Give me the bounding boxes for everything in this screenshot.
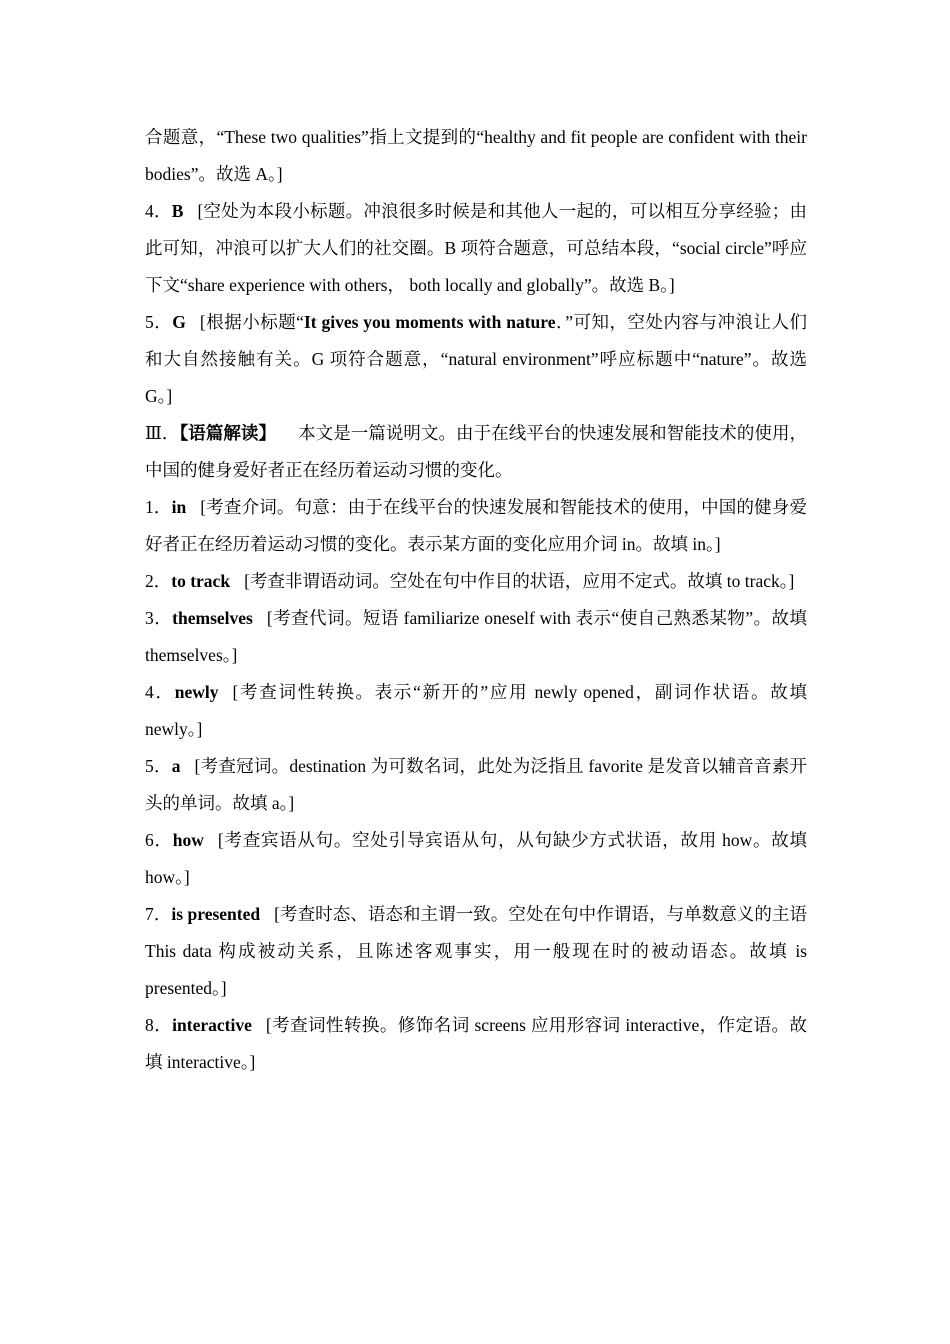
item-explanation: [考查冠词。destination 为可数名词，此处为泛指且 favorite 是发音以辅音音素开头的单词。故填 a。] (145, 756, 807, 813)
item-answer: newly (174, 682, 219, 702)
item-number: 4． (145, 201, 172, 221)
item-number: 5． (145, 312, 173, 332)
answer-item-2 (145, 563, 807, 600)
answer-item-1 (145, 489, 807, 563)
item-explanation: [空处为本段小标题。冲浪很多时候是和其他人一起的，可以相互分享经验；由此可知，冲浪可以扩大人们的社交圈。B 项符合题意，可总结本段，“social circle”呼应下文“share experience with others， both locally and globally”。故选 B。] (145, 201, 807, 295)
section-heading: 【语篇解读】 (179, 423, 277, 443)
item-explanation-before: [根据小标题“ (199, 312, 304, 332)
item-answer: how (172, 830, 204, 850)
item-explanation: [考查词性转换。修饰名词 screens 应用形容词 interactive，作定语。故填 interactive。] (145, 1015, 808, 1072)
item-number: 1． (145, 497, 172, 517)
item-answer: a (171, 756, 181, 776)
item-answer: G (172, 312, 186, 332)
item-bold-title: It gives you moments with nature (303, 312, 556, 332)
section-iii-intro (145, 415, 807, 489)
item-number: 3． (145, 608, 173, 628)
item-explanation: [考查介词。句意：由于在线平台的快速发展和智能技术的使用，中国的健身爱好者正在经历着运动习惯的变化。表示某方面的变化应用介词 in。故填 in。] (145, 497, 808, 554)
answer-item-7 (145, 896, 807, 1007)
answer-item-8 (145, 1007, 807, 1081)
item-number: 8． (145, 1015, 173, 1035)
item-explanation: [考查时态、语态和主谓一致。空处在句中作谓语，与单数意义的主语 This data 构成被动关系，且陈述客观事实，用一般现在时的被动语态。故填 is presented。] (145, 904, 808, 998)
answer-item-5 (145, 748, 807, 822)
item-number: 7． (145, 904, 172, 924)
item-answer: to track (171, 571, 231, 591)
item-answer: themselves (172, 608, 253, 628)
paragraph-continuation (145, 119, 807, 193)
document-page (145, 119, 807, 1081)
item-explanation: [考查词性转换。表示“新开的”应用 newly opened，副词作状语。故填 newly。] (145, 682, 808, 739)
answer-item-3 (145, 600, 807, 674)
section-number: Ⅲ． (145, 423, 180, 443)
item-answer: in (171, 497, 187, 517)
answer-item-5g (145, 304, 807, 415)
section-summary: 本文是一篇说明文。由于在线平台的快速发展和智能技术的使用，中国的健身爱好者正在经历着运动习惯的变化。 (145, 423, 808, 480)
paragraph-text: 合题意，“These two qualities”指上文提到的“healthy and fit people are confident with their bodies”。故选 A。] (145, 127, 807, 184)
answer-item-6 (145, 822, 807, 896)
item-number: 5． (145, 756, 172, 776)
item-number: 4． (145, 682, 175, 702)
item-explanation: [考查非谓语动词。空处在句中作目的状语，应用不定式。故填 to track。] (244, 571, 795, 591)
item-answer: is presented (171, 904, 261, 924)
answer-item-4b (145, 193, 807, 304)
item-answer: interactive (172, 1015, 252, 1035)
answer-item-4 (145, 674, 807, 748)
item-explanation: [考查宾语从句。空处引导宾语从句，从句缺少方式状语，故用 how。故填 how。] (145, 830, 808, 887)
item-answer: B (171, 201, 184, 221)
item-number: 6． (145, 830, 173, 850)
item-explanation-after: ．”可知，空处内容与冲浪让人们和大自然接触有关。G 项符合题意，“natural environment”呼应标题中“nature”。故选 G。] (145, 312, 807, 406)
item-explanation: [考查代词。短语 familiarize oneself with 表示“使自己熟悉某物”。故填 themselves。] (145, 608, 808, 665)
item-number: 2． (145, 571, 172, 591)
